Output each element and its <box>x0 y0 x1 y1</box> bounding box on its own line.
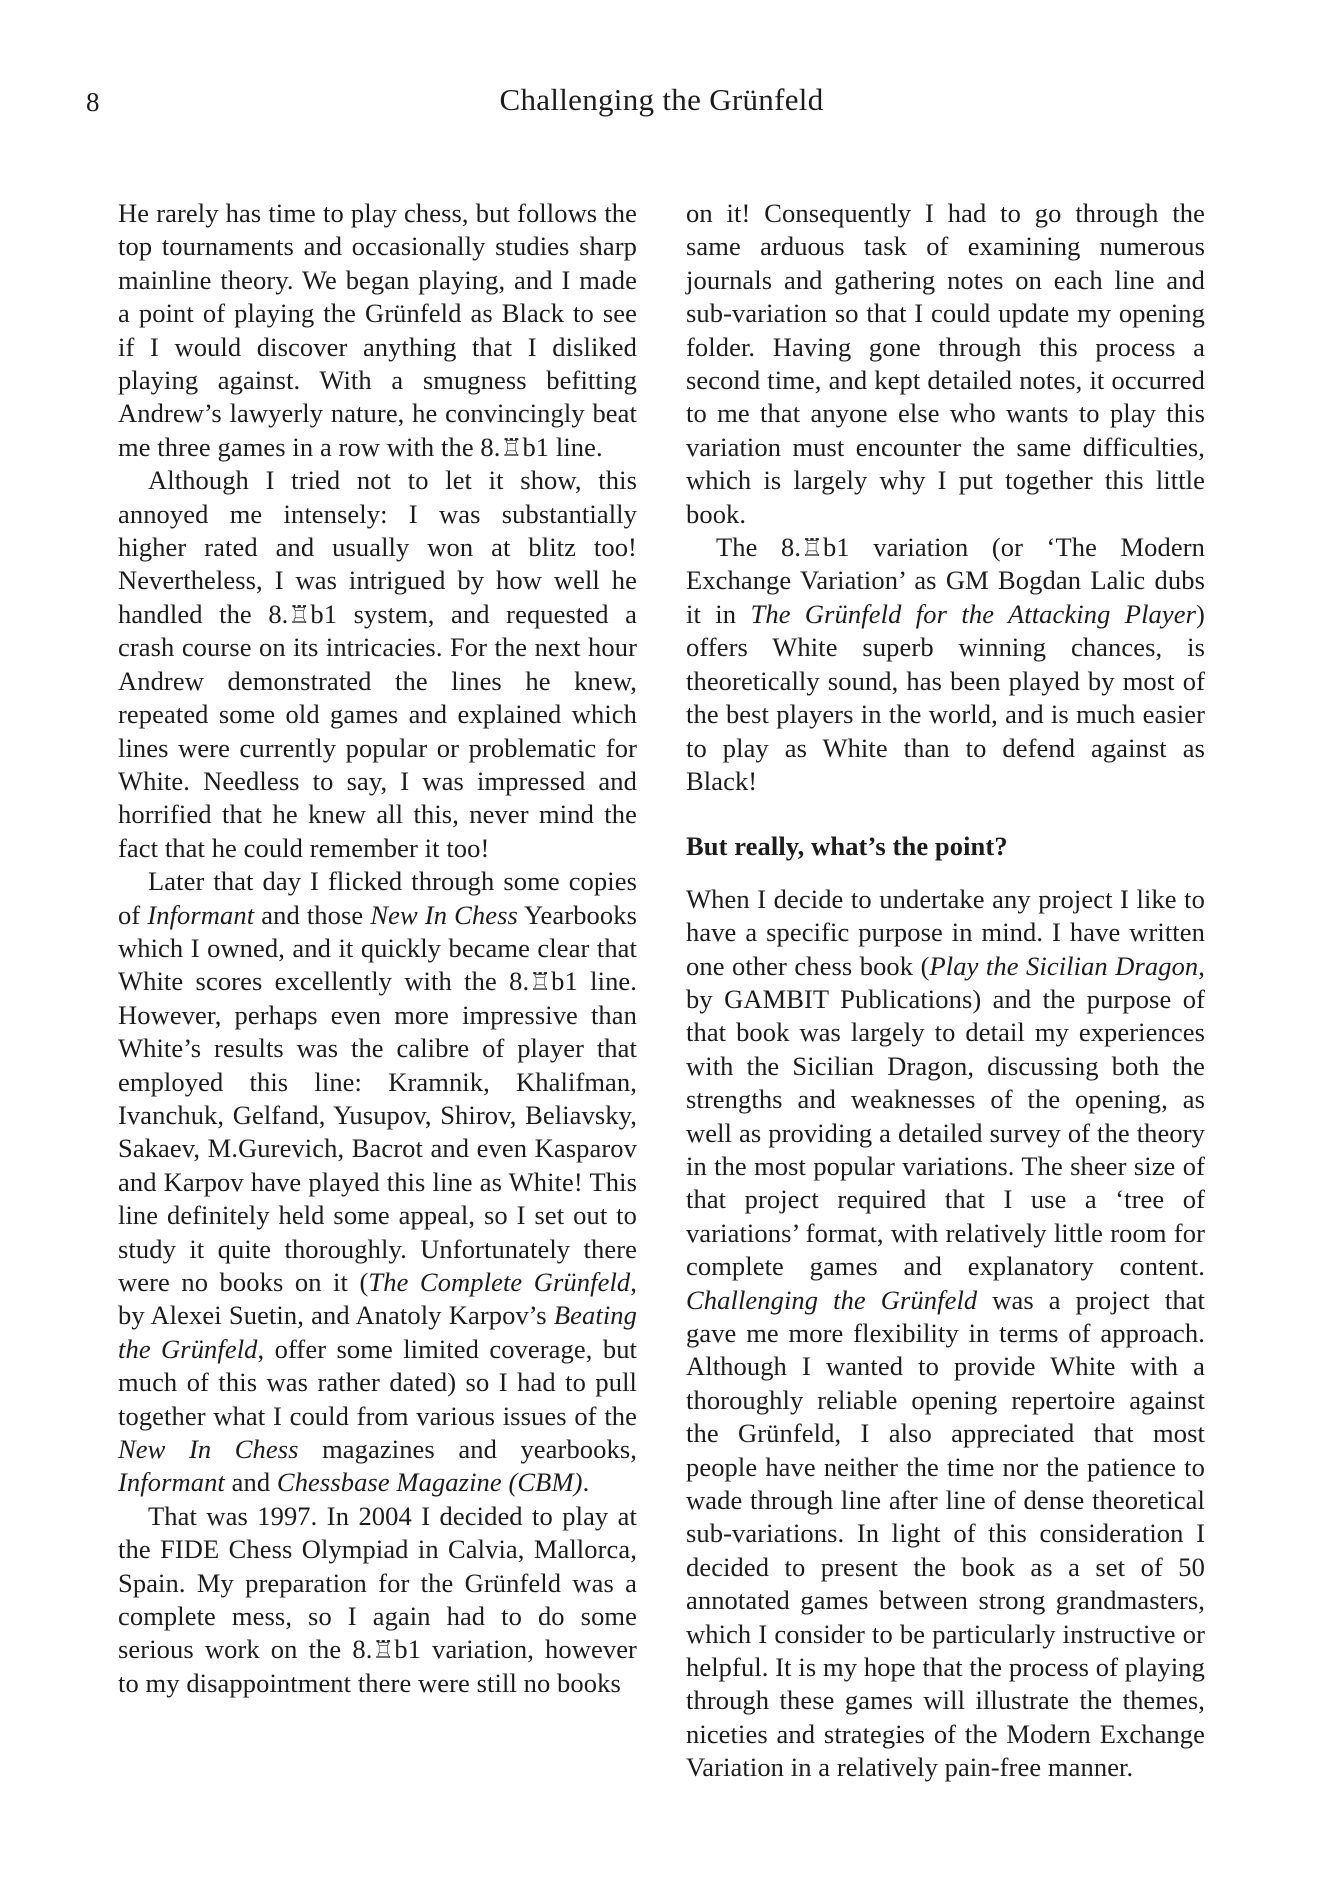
body-text: b1 system, and requested a crash course on its intricacies. For the next hour Andrew demonstrated the lines he knew, repeated some old games and explained which lines were currently popular or problematic for White. Needless to say, I was impressed and horrified that he knew all this, never mind the fact that he could remember it too! <box>118 598 637 863</box>
body-text: But really, what’s the point? <box>686 831 1008 862</box>
body-text: That was 1997. In 2004 I decided to play at the FIDE Chess Olympiad in Calvia, Mallorca, Spain. My preparation for the Grünfeld was a complete mess, so I again had to do some serious work on the 8. <box>118 1500 637 1665</box>
body-text: magazines and yearbooks, <box>298 1434 637 1465</box>
italic-text: Play the Sicilian Dragon <box>929 950 1199 981</box>
white-rook-icon: ♖ <box>529 967 552 997</box>
body-text: The 8. <box>716 532 802 563</box>
white-rook-icon: ♖ <box>801 533 824 563</box>
body-text: was a project that gave me more flexibility in terms of approach. Although I wanted to provide White with a thoroughly reliable opening repertoire against the Grünfeld, I also appreciated that most people have neither the time nor the patience to wade through line after line of dense theoretical sub-variations. In light of this consideration I decided to present the book as a set of 50 annotated games between strong grandmasters, which I consider to be particularly instructive or helpful. It is my hope that the process of playing through these games will illustrate the themes, niceties and strategies of the Modern Exchange Variation in a relatively pain-free manner. <box>686 1284 1205 1783</box>
body-text: He rarely has time to play chess, but follows the top tournaments and occasionally studies sharp mainline theory. We began playing, and I made a point of playing the Grünfeld as Black to see if I would discover anything that I disliked playing against. With a smugness befitting Andrew’s lawyerly nature, he convincingly beat me three games in a row with the 8. <box>118 198 637 462</box>
italic-text: The Grünfeld for the Attacking Player <box>750 598 1197 629</box>
italic-text: Informant <box>147 899 255 930</box>
body-text: b1 variation (or ‘The Modern Exchange Variation’ as GM Bogdan Lalic dubs it in <box>686 532 1205 629</box>
white-rook-icon: ♖ <box>372 1635 395 1665</box>
body-text: ) offers White superb winning chances, is theoretically sound, has been played by most of the best players in the world, and is much easier to play as White than to defend against as Black! <box>686 598 1205 796</box>
body-text: b1 variation, however to my disappointment there were still no books <box>118 1634 637 1698</box>
white-rook-icon: ♖ <box>500 432 523 462</box>
italic-text: New In Chess <box>370 899 518 930</box>
right-column <box>686 197 1205 1785</box>
body-text: Later that day I flicked through some copies of <box>118 866 637 930</box>
paragraph <box>686 531 1205 798</box>
body-text: , by Alexei Suetin, and Anatoly Karpov’s <box>118 1267 637 1331</box>
text-columns <box>118 197 1205 1785</box>
running-title: Challenging the Grünfeld <box>499 82 824 117</box>
body-text: , by GAMBIT Publications) and the purpose of that book was largely to detail my experiences with the Sicilian Dragon, discussing both the strengths and weaknesses of the opening, as well as providing a detailed survey of the theory in the most popular variations. The sheer size of that project required that I use a ‘tree of variations’ format, with relatively little room for complete games and explanatory content. <box>686 950 1206 1282</box>
paragraph <box>118 865 637 1500</box>
body-text: on it! Consequently I had to go through the same arduous task of examining numerous journals and gathering notes on each line and sub-variation so that I could update my opening folder. Having gone through this process a second time, and kept detailed notes, it occurred to me that anyone else who wants to play this variation must encounter the same difficulties, which is largely why I put together this little book. <box>686 198 1205 529</box>
body-text: , offer some limited coverage, but much of this was rather dated) so I had to pull together what I could from various issues of the <box>118 1333 638 1431</box>
italic-text: New In Chess <box>118 1434 299 1465</box>
italic-text: Challenging the Grünfeld <box>686 1284 978 1315</box>
italic-text: The Complete Grünfeld <box>368 1267 631 1297</box>
body-text: and those <box>254 899 371 930</box>
white-rook-icon: ♖ <box>288 599 311 629</box>
body-text: and <box>224 1467 277 1498</box>
section-heading <box>686 830 1205 863</box>
paragraph <box>118 1500 637 1700</box>
body-text: b1 line. However, perhaps even more impressive than White’s results was the calibre of player that employed this line: Kramnik, Khalifman, Ivanchuk, Gelfand, Yusupov, Shirov, Beliavsky, Sakaev, M.Gurevich, Bacrot and even Kasparov and Karpov have played this line as White! This line definitely held some appeal, so I set out to study it quite thoroughly. Unfortunately there were no books on it ( <box>118 966 638 1297</box>
paragraph <box>686 197 1205 531</box>
paragraph <box>686 883 1205 1785</box>
italic-text: Informant <box>118 1467 225 1498</box>
paragraph <box>118 197 637 464</box>
body-text: . <box>582 1467 590 1498</box>
italic-text: Chessbase Magazine (CBM) <box>276 1467 583 1498</box>
body-text: Although I tried not to let it show, this annoyed me intensely: I was substantially higher rated and usually won at blitz too! Nevertheless, I was intrigued by how well he handled the 8. <box>118 465 637 629</box>
page-number: 8 <box>86 87 100 117</box>
body-text: Yearbooks which I owned, and it quickly became clear that White scores excellently with the 8. <box>118 899 638 997</box>
body-text: When I decide to undertake any project I like to have a specific purpose in mind. I have written one other chess book ( <box>686 883 1205 981</box>
left-column <box>118 197 637 1785</box>
paragraph <box>118 464 637 865</box>
italic-text: Beating the Grünfeld <box>118 1300 637 1364</box>
body-text: b1 line. <box>522 431 603 462</box>
